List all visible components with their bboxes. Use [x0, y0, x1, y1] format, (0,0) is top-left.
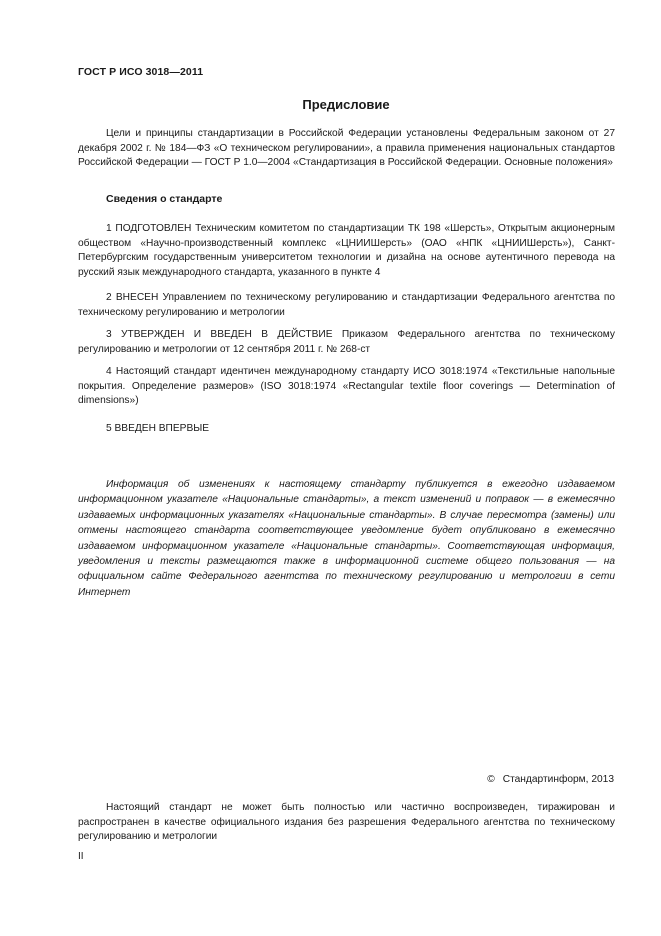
- standard-code-header: ГОСТ Р ИСО 3018—2011: [78, 66, 204, 78]
- copyright-line: [487, 774, 614, 785]
- item-1-paragraph: 1 ПОДГОТОВЛЕН Техническим комитетом по стандартизации ТК 198 «Шерсть», Открытым акционерным обществом «Научно-производственный комплекс «ЦНИИШерсть» (ОАО «НПК «ЦНИИШерсть»), Санкт-Петербургским государственным университетом технологии и дизайна на основе аутентичного перевода на русский язык международного стандарта, указанного в пункте 4: [78, 223, 615, 278]
- item-4-paragraph: 4 Настоящий стандарт идентичен международному стандарту ИСО 3018:1974 «Текстильные напольные покрытия. Определение размеров» (ISO 3018:1974 «Rectangular textile floor coverings — Determination of dimensions»): [78, 366, 615, 407]
- intro-paragraph: Цели и принципы стандартизации в Российской Федерации установлены Федеральным законом от 27 декабря 2002 г. № 184—ФЗ «О техническом регулировании», а правила применения национальных стандартов Российской Федерации — ГОСТ Р 1.0—2004 «Стандартизация в Российской Федерации. Основные положения»: [78, 128, 615, 169]
- copyright-text: Стандартинформ, 2013: [502, 774, 614, 785]
- page-number: II: [78, 851, 84, 862]
- notice-paragraph: Информация об изменениях к настоящему стандарту публикуется в ежегодно издаваемом информационном указателе «Национальные стандарты», а текст изменений и поправок — в ежемесячно издаваемых информационных указателях «Национальные стандарты». В случае пересмотра (замены) или отмены настоящего стандарта соответствующее уведомление будет опубликовано в ежемесячно издаваемом информационном указателе «Национальные стандарты». Соответствующая информация, уведомления и тексты размещаются также в информационной системе общего пользования — на официальном сайте Федерального агентства по техническому регулированию и метрологии в сети Интернет: [78, 479, 615, 598]
- item-5-paragraph: 5 ВВЕДЕН ВПЕРВЫЕ: [106, 423, 210, 434]
- copyright-symbol: ©: [487, 774, 495, 785]
- section-subtitle: Сведения о стандарте: [106, 193, 223, 205]
- item-3-paragraph: 3 УТВЕРЖДЕН И ВВЕДЕН В ДЕЙСТВИЕ Приказом Федерального агентства по техническому регулированию и метрологии от 12 сентября 2011 г. № 268-ст: [78, 329, 615, 355]
- page-title: Предисловие: [302, 97, 390, 112]
- reproduction-paragraph: Настоящий стандарт не может быть полностью или частично воспроизведен, тиражирован и распространен в качестве официального издания без разрешения Федерального агентства по техническому регулированию и метрологии: [78, 802, 615, 843]
- item-2-paragraph: 2 ВНЕСЕН Управлением по техническому регулированию и стандартизации Федерального агентства по техническому регулированию и метрологии: [78, 292, 615, 318]
